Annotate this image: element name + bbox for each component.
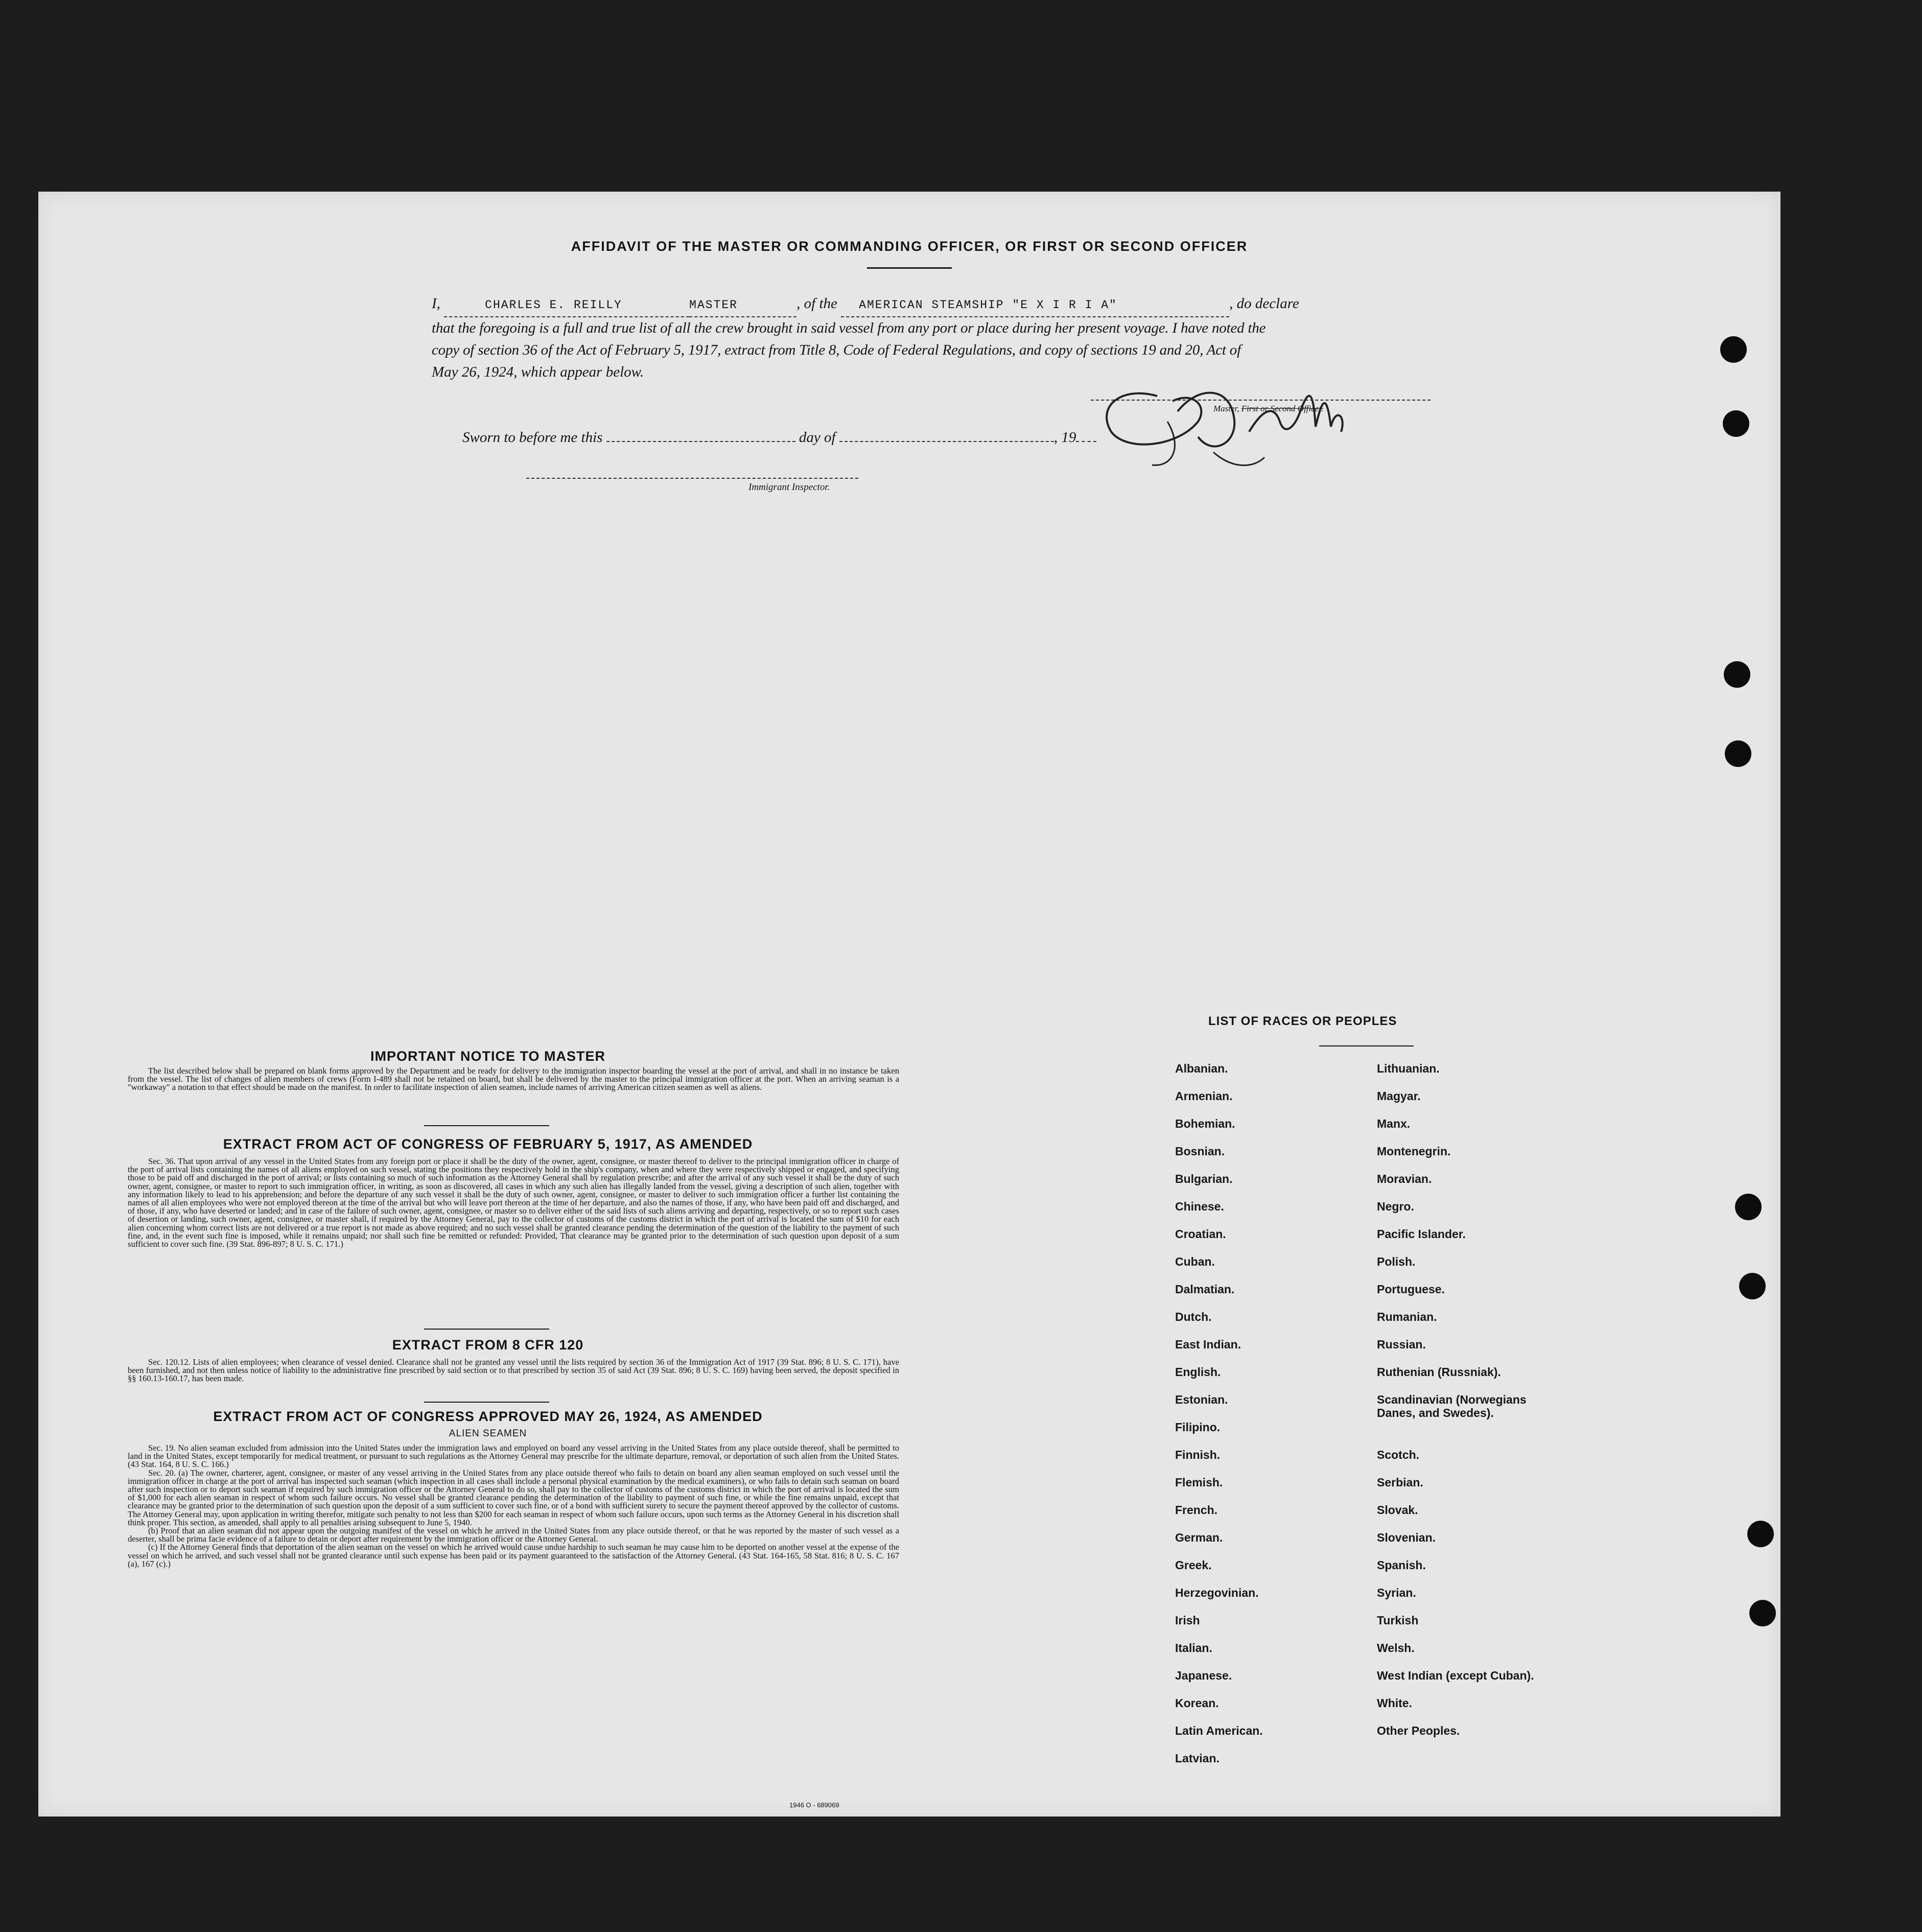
race-right-item: Ruthenian (Russniak). (1377, 1365, 1501, 1379)
extract-cfr-paragraph: Sec. 120.12. Lists of alien employees; when clearance of vessel denied. Clearance shall not be granted any vessel until the lists required by section 36 of the Immigration Act of 1917 (39 Stat. 896; 8 U. S. C. 171), have been furnished, and not then unless notice of liability to the administrative fine prescribed by said section or to that prescribed by section 35 of said Act (39 Stat. 896; 8 U. S. C. 169) having been served, the deposit specified in §§ 160.13-160.17, has been made. (128, 1357, 899, 1384)
race-left-item: Italian. (1175, 1641, 1212, 1655)
race-left-item: Japanese. (1175, 1669, 1232, 1682)
divider-1 (424, 1125, 549, 1126)
binder-hole (1749, 1600, 1776, 1626)
binder-hole (1725, 740, 1751, 767)
race-left-item: Bulgarian. (1175, 1172, 1233, 1185)
race-left-item: German. (1175, 1531, 1223, 1544)
race-left-item: English. (1175, 1365, 1221, 1379)
race-left-item: Bosnian. (1175, 1145, 1225, 1158)
race-left-item: Croatian. (1175, 1227, 1226, 1241)
race-right-item: Syrian. (1377, 1586, 1416, 1599)
race-right-item: Pacific Islander. (1377, 1227, 1466, 1241)
of-the-text: , of the (796, 295, 837, 312)
race-right-item: Rumanian. (1377, 1310, 1437, 1323)
binder-hole (1739, 1273, 1766, 1299)
rank-field (689, 293, 796, 317)
notice-paragraph: The list described below shall be prepared on blank forms approved by the Department and be ready for delivery to the immigration inspector boarding the vessel at the port of arrival, and shall in no instance be taken from the vessel. The list of changes of alien members of crews (Form I-489 shall not be retained on board, but shall be delivered by the master to the principal immigration officer at the port. When an arriving seaman is a "workaway" a notation to that effect should be made on the manifest. In order to facilitate inspection of alien seamen, include names of arriving American citizen seamen as well as aliens. (128, 1066, 899, 1092)
binder-hole (1720, 336, 1747, 363)
master-name: CHARLES E. REILLY (485, 298, 622, 312)
race-right-item: Montenegrin. (1377, 1145, 1451, 1158)
document-page (38, 192, 1780, 1817)
pronoun-i: I, (432, 295, 440, 312)
inspector-line (526, 478, 858, 479)
extract-1917-paragraph: Sec. 36. That upon arrival of any vessel in the United States from any foreign port or place it shall be the duty of the owner, agent, consignee, or master thereof to deliver to the principal immigration officer in charge of the port of arrival lists containing the names of all aliens employed on such vessel, stating the positions they respectively hold in the ship's company, when and where they were respectively shipped or engaged, and specifying those to be paid off and discharged in the port of arrival; or lists containing so much of such information as the Attorney General shall by regulation prescribe; and after the arrival of any such vessel it shall be the duty of such owner, agent, consignee, or master to report to such immigration officer, in writing, as soon as discovered, all cases in which any such alien has illegally landed from the vessel, giving a description of such alien, together with any information likely to lead to his apprehension; and before the departure of any such vessel it shall be the duty of such owner, agent, consignee, or master to deliver to such immigration officer a further list containing the names of all alien employees who were not employed thereon at the time of the arrival but who will leave port thereon at the time of her departure, and also the names of those, if any, who have been paid off and discharged, and of those, if any, who have deserted or landed; and in case of the failure of such owner, agent, consignee, or master so to deliver either of the said lists of such aliens arriving and departing, respectively, or so to report such cases of desertion or landing, such owner, agent, consignee, or master shall, if required by the Attorney General, pay to the collector of customs of the customs district in which the port of arrival is located the sum of $10 for each alien concerning whom correct lists are not delivered or a true report is not made as above required; and no such vessel shall be granted clearance pending the determination of the question of the liability to the payment of such fine, and, in the event such fine is imposed, while it remains unpaid; nor shall such fine be remitted or refunded: Provided, That clearance may be granted prior to the determination of such question upon deposit of a sum sufficient to cover such fine. (39 Stat. 896-897; 8 U. S. C. 171.) (128, 1156, 899, 1249)
race-right-item: West Indian (except Cuban). (1377, 1669, 1534, 1682)
race-right-item: White. (1377, 1696, 1412, 1710)
affidavit-line-3: copy of section 36 of the Act of February 5, 1917, extract from Title 8, Code of Federal Regulations, and copy of sections 19 and 20, Act of (432, 342, 1241, 358)
binder-hole (1723, 410, 1749, 437)
sec-20a-paragraph: Sec. 20. (a) The owner, charterer, agent, consignee, or master of any vessel arriving in the United States from any place outside thereof who fails to detain on board any alien seaman employed on such vessel until the immigration officer in charge at the port of arrival has inspected such seaman (which inspection in all cases shall include a personal physical examination by the medical examiners), or who fails to detain such seaman on board after such inspection or to deport such seaman if required by such immigration officer or the Attorney General to do so, shall pay to the collector of customs of the customs district in which the port of arrival is located the sum of $1,000 for each alien seaman in respect of whom such failure occurs. No vessel shall be granted clearance pending the determination of the liability to payment of such fine, or while the fine remains unpaid, except that clearance may be granted prior to the determination of such question upon the deposit of a sum sufficient to cover such fine, or of a bond with sufficient surety to secure the payment thereof approved by the collector of customs. The Attorney General may, upon application in writing therefor, mitigate such penalty to not less than $200 for each seaman in respect of whom such failure occurs, upon such terms as the Attorney General in his discretion shall think proper. This section, as amended, shall apply to all penalties arising subsequent to June 5, 1940. (128, 1468, 899, 1527)
sec-20c-paragraph: (c) If the Attorney General finds that deportation of the alien seaman on the vessel on which he arrived would cause undue hardship to such seaman he may cause him to be deported on another vessel at the expense of the vessel on which he arrived, and such vessel shall not be granted clearance until such expense has been paid or its payment guaranteed to the satisfaction of the Attorney General. (43 Stat. 164-165, 58 Stat. 816; 8 U. S. C. 167 (a), 167 (c).) (128, 1542, 899, 1569)
print-code: 1946 O - 689069 (789, 1801, 839, 1809)
race-left-item: Chinese. (1175, 1200, 1224, 1213)
vessel-field (841, 293, 1229, 317)
race-left-item: Greek. (1175, 1558, 1212, 1572)
binder-hole (1724, 661, 1750, 688)
vessel-name: AMERICAN STEAMSHIP "E X I R I A" (859, 298, 1117, 312)
caption-master: Master, (1213, 404, 1239, 413)
race-left-item: Finnish. (1175, 1448, 1221, 1461)
notice-text (128, 1067, 899, 1092)
rank: MASTER (689, 298, 738, 312)
race-left-item: Armenian. (1175, 1089, 1233, 1103)
title-rule (867, 267, 952, 269)
extract-1917-text (128, 1157, 899, 1248)
notice-title: IMPORTANT NOTICE TO MASTER (370, 1049, 605, 1064)
extract-1924-subtitle: ALIEN SEAMEN (449, 1428, 527, 1439)
race-right-item: Other Peoples. (1377, 1724, 1460, 1737)
caption-officer: First or Second Officer. (1241, 404, 1324, 413)
sworn-date-field (606, 441, 795, 442)
race-left-item: Cuban. (1175, 1255, 1215, 1268)
race-left-item: Filipino. (1175, 1421, 1221, 1434)
race-left-item: East Indian. (1175, 1338, 1241, 1351)
race-right-item: Magyar. (1377, 1089, 1421, 1103)
races-rule (1319, 1045, 1414, 1046)
inspector-caption: Immigrant Inspector. (748, 482, 830, 493)
affidavit-line-1 (432, 293, 1436, 317)
affidavit-line-2: that the foregoing is a full and true list of all the crew brought in said vessel from any port or place during her present voyage. I have noted the (432, 320, 1266, 336)
race-right-item: Portuguese. (1377, 1283, 1445, 1296)
race-left-item: Korean. (1175, 1696, 1219, 1710)
affidavit-title: AFFIDAVIT OF THE MASTER OR COMMANDING OFFICER, OR FIRST OR SECOND OFFICER (571, 239, 1248, 254)
race-left-item: Dutch. (1175, 1310, 1212, 1323)
race-left-item: Albanian. (1175, 1062, 1228, 1075)
extract-cfr-title: EXTRACT FROM 8 CFR 120 (392, 1337, 584, 1353)
race-right-item: Negro. (1377, 1200, 1414, 1213)
master-name-field (444, 293, 689, 317)
race-right-item: Welsh. (1377, 1641, 1415, 1655)
handwritten-signature (1081, 355, 1428, 473)
race-right-item: Manx. (1377, 1117, 1411, 1130)
race-right-item: Russian. (1377, 1338, 1426, 1351)
signature-line (1091, 400, 1431, 401)
day-of-text: day of (799, 429, 836, 446)
extract-1917-title: EXTRACT FROM ACT OF CONGRESS OF FEBRUARY 5, 1917, AS AMENDED (223, 1136, 753, 1152)
race-right-item: Turkish (1377, 1614, 1419, 1627)
binder-hole (1735, 1194, 1762, 1220)
sec-20b-paragraph: (b) Proof that an alien seaman did not appear upon the outgoing manifest of the vessel on which he arrived in the United States from any place outside thereof, or that he was reported by the master of such vessel as a deserter, shall be prima facie evidence of a failure to detain or deport after requirement by the immigration officer or the Attorney General. (128, 1526, 899, 1544)
sworn-text: Sworn to before me this (462, 429, 603, 446)
extract-1924-text (128, 1444, 899, 1568)
race-left-item: Bohemian. (1175, 1117, 1235, 1130)
race-left-item: Dalmatian. (1175, 1283, 1235, 1296)
year-text: , 19 (1053, 429, 1076, 446)
race-right-item: Moravian. (1377, 1172, 1432, 1185)
race-right-item: Slovak. (1377, 1503, 1418, 1517)
race-right-item: Lithuanian. (1377, 1062, 1440, 1075)
race-left-item: French. (1175, 1503, 1218, 1517)
signature-caption (1213, 404, 1323, 414)
races-title: LIST OF RACES OR PEOPLES (1208, 1014, 1397, 1028)
extract-1924-title: EXTRACT FROM ACT OF CONGRESS APPROVED MAY 26, 1924, AS AMENDED (213, 1409, 763, 1424)
year-field (1076, 441, 1096, 442)
race-right-item: Spanish. (1377, 1558, 1426, 1572)
sec-19-paragraph: Sec. 19. No alien seaman excluded from admission into the United States under the immigration laws and employed on board any vessel arriving in the United States from any place outside thereof, shall be permitted to land in the United States, except temporarily for medical treatment, or pursuant to such regulations as the Attorney General may prescribe for the ultimate departure, removal, or deportation of such alien from the United States. (43 Stat. 164, 8 U. S. C. 166.) (128, 1443, 899, 1470)
race-left-item: Latin American. (1175, 1724, 1263, 1737)
race-left-item: Flemish. (1175, 1476, 1223, 1489)
race-right-item: Serbian. (1377, 1476, 1423, 1489)
race-right-item: Slovenian. (1377, 1531, 1436, 1544)
race-right-item: Scotch. (1377, 1448, 1420, 1461)
extract-cfr-text (128, 1358, 899, 1383)
race-left-item: Latvian. (1175, 1752, 1220, 1765)
do-declare-text: , do declare (1229, 295, 1299, 312)
race-left-item: Herzegovinian. (1175, 1586, 1259, 1599)
race-left-item: Estonian. (1175, 1393, 1228, 1406)
affidavit-line-4: May 26, 1924, which appear below. (432, 364, 644, 380)
binder-hole (1747, 1521, 1774, 1547)
race-left-item: Irish (1175, 1614, 1200, 1627)
sworn-month-field (839, 441, 1054, 442)
divider-3 (424, 1402, 549, 1403)
sworn-line (462, 429, 1096, 446)
race-right-item: Scandinavian (Norwegians Danes, and Swedes). (1377, 1393, 1527, 1419)
divider-2 (424, 1329, 549, 1330)
race-right-item: Polish. (1377, 1255, 1416, 1268)
